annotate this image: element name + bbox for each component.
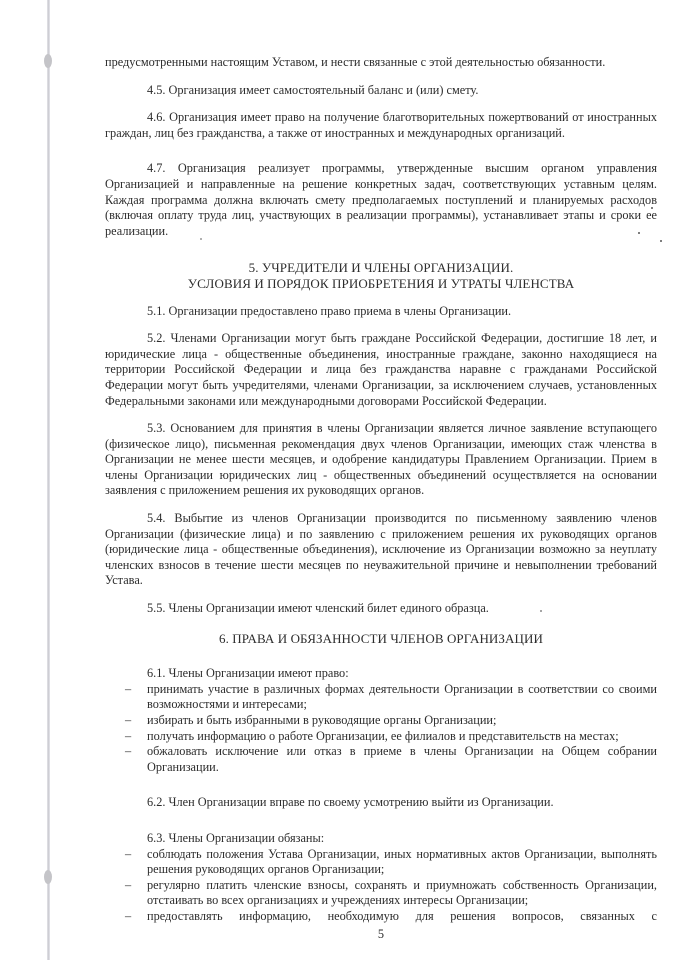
clause-6-1: 6.1. Члены Организации имеют право:: [147, 666, 349, 681]
rights-list: [105, 682, 657, 776]
binding-hole: [44, 54, 52, 68]
document-page: [105, 55, 657, 942]
clause-6-2: 6.2. Член Организации вправе по своему усмотрению выйти из Организации.: [147, 795, 554, 810]
intro-line: предусмотренными настоящим Уставом, и нести связанные с этой деятельностью обязанности.: [105, 55, 606, 69]
clause-5-5: 5.5. Члены Организации имеют членский билет единого образца.: [147, 601, 489, 616]
clause-5-3: 5.3. Основанием для принятия в члены Организации является личное заявление вступающего (физическое лицо), письменная рекомендация двух членов Организации, имеющих стаж членства в Организации не менее шести месяцев, и одобрение кандидатуры Правлением Организации. Прием в члены Организации юридических лиц - общественных объединений осуществляется на основании заявления с приложением решения их руководящих органов.: [105, 421, 657, 498]
list-item: – регулярно платить членские взносы, сохранять и приумножать собственность Организации, отстаивать во всех организациях и учреждениях интересы Организации;: [105, 878, 657, 909]
scan-speck: [660, 240, 662, 242]
binding-edge: [47, 0, 50, 960]
section-6-heading: 6. ПРАВА И ОБЯЗАННОСТИ ЧЛЕНОВ ОРГАНИЗАЦИИ: [219, 630, 543, 646]
list-item: – обжаловать исключение или отказ в приеме в члены Организации на Общем собрании Организации.: [105, 744, 657, 775]
clause-5-2: 5.2. Членами Организации могут быть граждане Российской Федерации, достигшие 18 лет, и юридические лица - общественные объединения, иностранные граждане, законно находящиеся на территории Российской Федерации и лица без гражданства наравне с гражданами Российской Федерации могут быть учредителями, членами Организации, за исключением случаев, установленных Федеральными законами или международными договорами Российской Федерации.: [105, 331, 657, 408]
list-item: – избирать и быть избранными в руководящие органы Организации;: [105, 713, 657, 729]
page-number: 5: [377, 926, 385, 941]
list-item: – предоставлять информацию, необходимую для решения вопросов, связанных с: [105, 909, 657, 925]
clause-6-3: 6.3. Члены Организации обязаны:: [147, 830, 325, 845]
section-5-heading: [105, 260, 657, 291]
binding-hole: [44, 870, 52, 884]
clause-5-4: 5.4. Выбытие из членов Организации производится по письменному заявлению членов Организации (физические лица) и по заявлению с приложением решения их руководящих органов (юридические лица - общественные объединения), исключение из Организации возможно за неуплату членских взносов в течение шести месяцев по неуважительной причине и невыполнении требований Устава.: [105, 511, 657, 588]
clause-4-5: 4.5. Организация имеет самостоятельный баланс и (или) смету.: [147, 82, 479, 97]
list-item: – получать информацию о работе Организации, ее филиалов и представительств на местах;: [105, 729, 657, 745]
clause-4-6: 4.6. Организация имеет право на получение благотворительных пожертвований от иностранных граждан, лиц без гражданства, а также от иностранных и международных организаций.: [105, 110, 657, 140]
clause-5-1: 5.1. Организации предоставлено право приема в члены Организации.: [147, 303, 512, 318]
duties-list: [105, 847, 657, 925]
section-5-heading-line2: УСЛОВИЯ И ПОРЯДОК ПРИОБРЕТЕНИЯ И УТРАТЫ ЧЛЕНСТВА: [187, 275, 575, 291]
clause-4-7: 4.7. Организация реализует программы, утвержденные высшим органом управления Организацией и направленные на решение конкретных задач, соответствующих уставным целям. Каждая программа должна включать смету предполагаемых поступлений и планируемых расходов (включая оплату труда лиц, участвующих в реализации программы), устанавливает этапы и сроки ее реализации.: [105, 161, 657, 238]
list-item: – соблюдать положения Устава Организации, иных нормативных актов Организации, выполнять решения руководящих органов Организации;: [105, 847, 657, 878]
list-item: – принимать участие в различных формах деятельности Организации в соответствии со своими возможностями и интересами;: [105, 682, 657, 713]
section-5-heading-line1: 5. УЧРЕДИТЕЛИ И ЧЛЕНЫ ОРГАНИЗАЦИИ.: [248, 260, 514, 276]
